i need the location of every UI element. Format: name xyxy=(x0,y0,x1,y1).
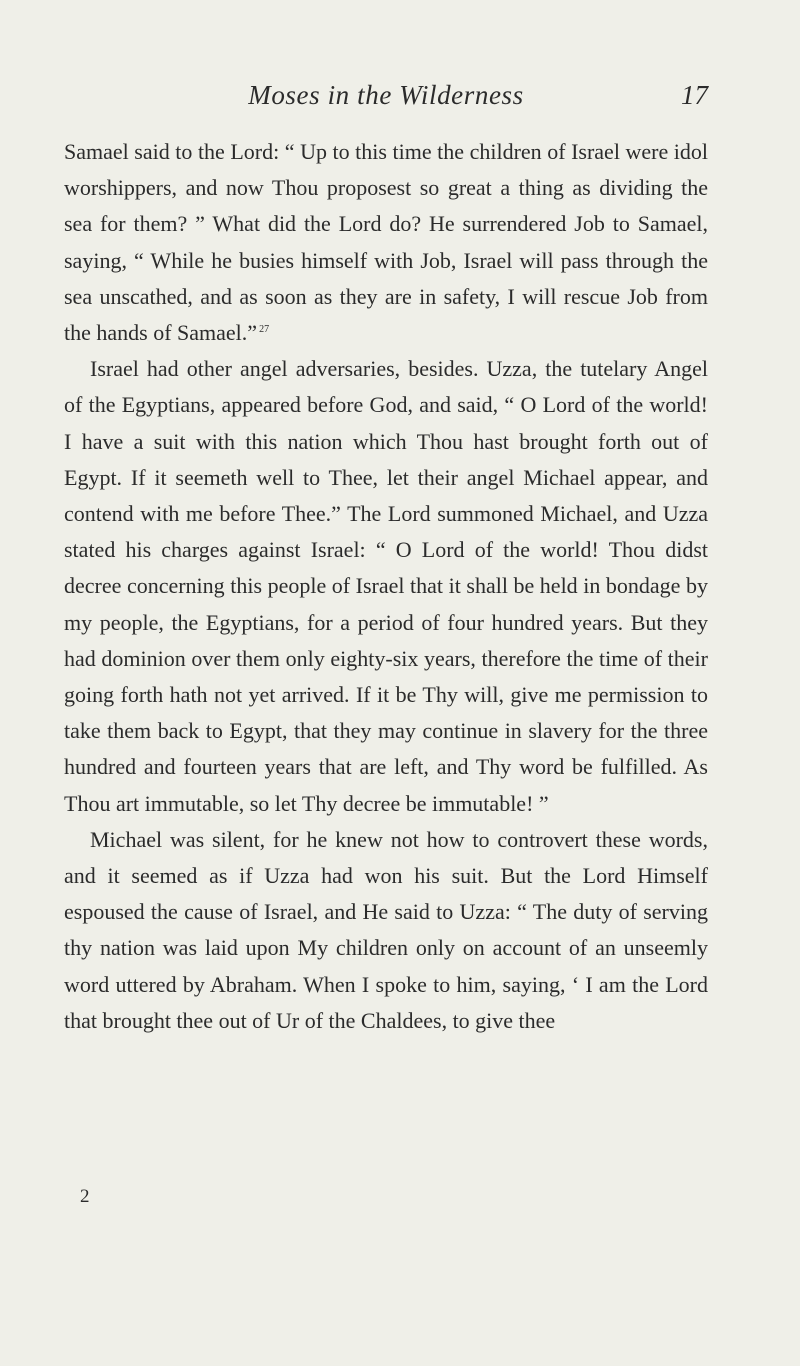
paragraph-1-text: Samael said to the Lord: “ Up to this time the children of Israel were idol worshippers, and now Thou proposest so great a thing as dividing the sea for them? ” What did the Lord do? He surrendered Job to Samael, saying, “ While he busies himself with Job, Israel will pass through the sea unscathed, and as soon as they are in safety, I will rescue Job from the hands of Samael.” xyxy=(64,139,708,346)
running-title: Moses in the Wilderness xyxy=(248,80,524,110)
paragraph-3: Michael was silent, for he knew not how to controvert these words, and it seemed as if Uzza had won his suit. But the Lord Himself espoused the cause of Israel, and He said to Uzza: “ The duty of serving thy nation was laid upon My children only on account of an unseemly word uttered by Abraham. When I spoke to him, saying, ‘ I am the Lord that brought thee out of Ur of the Chaldees, to give thee xyxy=(64,826,708,1033)
signature-mark: 2 xyxy=(80,1186,90,1207)
paragraph-2: Israel had other angel adversaries, besides. Uzza, the tutelary Angel of the Egyptians, appeared before God, and said, “ O Lord of the world! I have a suit with this nation which Thou hast brought forth out of Egypt. If it seemeth well to Thee, let their angel Michael appear, and contend with me before Thee.” The Lord summoned Michael, and Uzza stated his charges against Israel: “ O Lord of the world! Thou didst decree concerning this people of Israel that it shall be held in bondage by my people, the Egyptians, for a period of four hundred years. But they had dominion over them only eighty-six years, therefore the time of their going forth hath not yet arrived. If it be Thy will, give me permission to take them back to Egypt, that they may continue in slavery for the three hundred and fourteen years that are left, and Thy word be fulfilled. As Thou art immutable, so let Thy decree be immutable! ” xyxy=(64,356,708,816)
body-text xyxy=(64,134,708,1039)
footnote-reference: 27 xyxy=(259,323,270,335)
running-head xyxy=(64,80,708,120)
page-number: 17 xyxy=(681,80,708,110)
paragraph-1 xyxy=(64,134,708,351)
